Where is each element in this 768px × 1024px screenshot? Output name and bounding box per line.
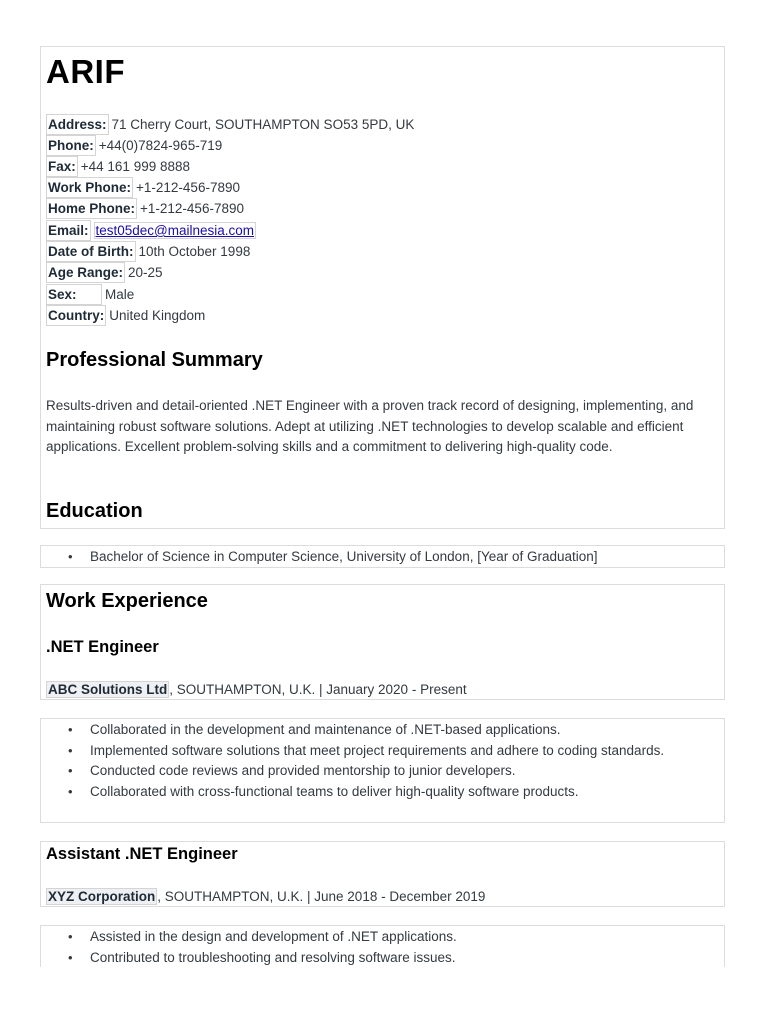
list-item: • Assisted in the design and development of .NET applications. [41, 927, 724, 948]
dob-value: 10th October 1998 [138, 244, 251, 259]
phone-row [46, 135, 222, 156]
email-link[interactable]: test05dec@mailnesia.com [95, 223, 255, 238]
address-label: Address: [46, 114, 109, 135]
country-value: United Kingdom [109, 308, 206, 323]
home-phone-value: +1-212-456-7890 [140, 201, 244, 216]
list-item: • Conducted code reviews and provided mentorship to junior developers. [41, 761, 724, 782]
phone-value: +44(0)7824-965-719 [98, 138, 223, 153]
job-bullets-box [40, 718, 725, 823]
home-phone-label: Home Phone: [46, 198, 137, 219]
fax-row [46, 156, 190, 177]
job-bullets-box [40, 925, 725, 967]
email-label: Email: [46, 220, 91, 241]
education-list [41, 547, 724, 568]
education-list-box [40, 545, 725, 568]
work-section [40, 584, 725, 700]
address-row [46, 114, 414, 135]
home-phone-row [46, 198, 244, 219]
address-value: 71 Cherry Court, SOUTHAMPTON SO53 5PD, UK [111, 117, 415, 132]
summary-heading: Professional Summary [46, 349, 263, 371]
job-section [40, 841, 725, 907]
country-label: Country: [46, 305, 106, 326]
phone-label: Phone: [46, 135, 96, 156]
job-company-line [46, 679, 467, 700]
candidate-name: ARIF [46, 53, 125, 90]
fax-label: Fax: [46, 156, 78, 177]
work-phone-value: +1-212-456-7890 [136, 180, 240, 195]
work-phone-label: Work Phone: [46, 177, 133, 198]
country-row [46, 305, 205, 326]
age-row [46, 262, 163, 283]
sex-value: Male [105, 287, 135, 302]
dob-label: Date of Birth: [46, 241, 136, 262]
sex-row [46, 284, 134, 305]
education-heading: Education [46, 500, 143, 522]
list-item: • Collaborated in the development and maintenance of .NET-based applications. [41, 720, 724, 741]
job-title: Assistant .NET Engineer [46, 845, 238, 863]
list-item: • Collaborated with cross-functional teams to deliver high-quality software products. [41, 782, 724, 803]
job-bullets [41, 720, 724, 802]
sex-label: Sex: [46, 284, 102, 305]
job-details: , SOUTHAMPTON, U.K. | January 2020 - Present [169, 682, 467, 697]
age-value: 20-25 [128, 265, 163, 280]
age-label: Age Range: [46, 262, 125, 283]
job-company-line [46, 886, 485, 907]
summary-text: Results-driven and detail-oriented .NET Engineer with a proven track record of designing, implementing, and maintaining robust software solutions. Adept at utilizing .NET technologies to develop scalable and efficient applications. Excellent problem-solving skills and a commitment to delivering high-quality code. [46, 398, 694, 454]
header-section [40, 46, 725, 529]
list-item: • Contributed to troubleshooting and resolving software issues. [41, 948, 724, 968]
job-title: .NET Engineer [46, 638, 159, 656]
fax-value: +44 161 999 8888 [80, 159, 190, 174]
job-details: , SOUTHAMPTON, U.K. | June 2018 - December 2019 [157, 889, 486, 904]
company-name: XYZ Corporation [48, 889, 156, 904]
work-heading: Work Experience [46, 590, 208, 612]
dob-row [46, 241, 250, 262]
job-bullets [41, 927, 724, 967]
company-name: ABC Solutions Ltd [48, 682, 168, 697]
list-item: • Bachelor of Science in Computer Science, University of London, [Year of Graduation] [41, 547, 724, 568]
list-item: • Implemented software solutions that meet project requirements and adhere to coding standards. [41, 741, 724, 762]
work-phone-row [46, 177, 240, 198]
email-row [46, 220, 256, 241]
